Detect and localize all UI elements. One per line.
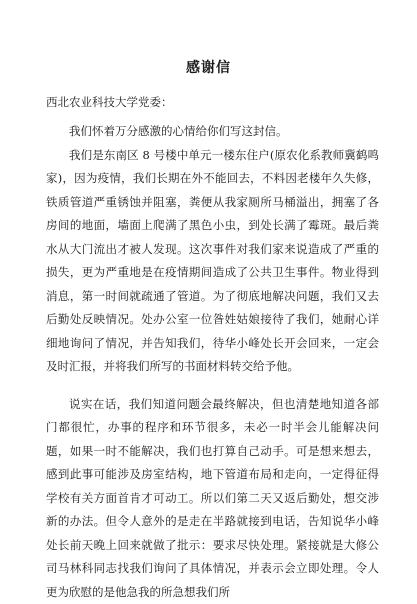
letter-body <box>46 120 379 604</box>
letter-title: 感谢信 <box>0 57 417 77</box>
letter-paragraph: 说实在话，我们知道问题会最终解决，但也清楚地知道各部门都很忙，办事的程序和环节很多，未必一时半会儿能解决问题，如果一时不能解决，我们也打算自己动手。可是想来想去，感到此事可能涉及房室结构，地下管道布局和走向，一定得征得学校有关方面首肯才可动工。所以们第二天又返后勤处，想交涉新的办法。但令人意外的是走在半路就接到电话，告知说华小峰处长前天晚上回来就做了批示：要求尽快处理。紧接就是大修公司马林科同志找我们询问了具体情况，并表示会立即处理。令人更为欣慰的是他急我的所急想我们所 <box>46 393 379 604</box>
letter-paragraph: 我们怀着万分感激的心情给你们写这封信。 <box>46 120 379 144</box>
letter-salutation: 西北农业科技大学党委： <box>46 94 173 110</box>
letter-paragraph: 我们是东南区 8 号楼中单元一楼东住户(原农化系教师冀鹤鸣家)，因为疫情，我们长期在外不能回去，不料因老楼年久失修，铁质管道严重锈蚀并阻塞，粪便从我家厕所马桶溢出，拥塞了各房间的地面，墙面上爬满了黑色小虫，到处长满了霉斑。最后粪水从大门流出才被人发现。这次事件对我们家来说造成了严重的损失，更为严重地是在疫情期间造成了公共卫生事件。物业得到消息，第一时间就疏通了管道。为了彻底地解决问题，我们又去后勤处反映情况。处办公室一位昝姓姑娘接待了我们，她耐心详细地询问了情况，并告知我们，待华小峰处长开会回来，一定会及时汇报，并将我们所写的书面材料转交给予他。 <box>46 144 379 379</box>
